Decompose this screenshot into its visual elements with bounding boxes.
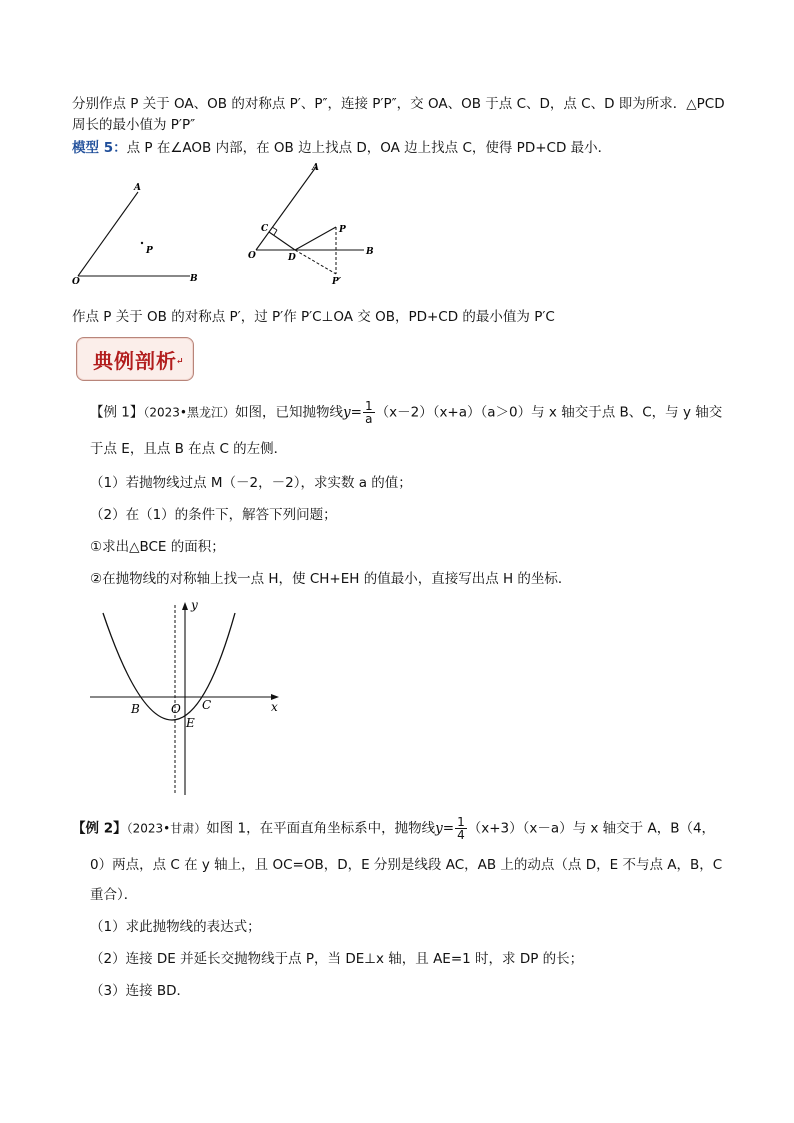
label-p: P bbox=[146, 246, 153, 256]
label-c: C bbox=[202, 698, 212, 712]
label-a: A bbox=[134, 183, 141, 193]
segment-dp2 bbox=[295, 250, 336, 274]
example1-fraction bbox=[363, 400, 375, 425]
example2-fraction bbox=[455, 816, 467, 841]
ray-oa bbox=[256, 167, 316, 250]
example2-y-eq: y= bbox=[435, 820, 455, 837]
example2-line-3: 重合）． bbox=[90, 887, 138, 903]
right-angle-mark bbox=[272, 227, 277, 230]
example1-q2: （2）在（1）的条件下，解答下列问题； bbox=[90, 507, 337, 523]
model5-label: 模型 5： bbox=[72, 140, 127, 156]
example1-formula: （x－2）（x+a）（a＞0）与 x 轴交于点 B、C，与 y 轴交 bbox=[375, 404, 723, 421]
figure-angle-aob bbox=[60, 178, 220, 290]
segment-cd bbox=[269, 232, 295, 250]
fraction-denominator: 4 bbox=[457, 828, 465, 842]
model5-conclusion: 作点 P 关于 OB 的对称点 P′，过 P′作 P′C⊥OA 交 OB，PD+CD 的最小值为 P′C bbox=[72, 309, 555, 325]
label-o: O bbox=[248, 251, 256, 261]
section-badge bbox=[76, 337, 194, 381]
label-b: B bbox=[366, 247, 374, 257]
example1-line-1 bbox=[90, 400, 722, 425]
example1-q2a: ①求出△BCE 的面积； bbox=[90, 539, 225, 555]
model5-statement bbox=[72, 139, 611, 157]
label-c: C bbox=[261, 224, 269, 234]
label-p-prime: P′ bbox=[332, 277, 342, 287]
figure-construction bbox=[242, 160, 392, 290]
badge-title: 典例剖析 bbox=[93, 349, 177, 373]
y-axis-arrow bbox=[182, 602, 188, 610]
example1-source: （2023•黑龙江） bbox=[143, 405, 236, 420]
example1-line-2: 于点 E，且点 B 在点 C 的左侧． bbox=[90, 441, 288, 457]
parabola-curve bbox=[103, 613, 235, 720]
example1-q1: （1）若抛物线过点 M（－2，－2），求实数 a 的值； bbox=[90, 475, 412, 491]
example2-q3: （3）连接 BD． bbox=[90, 983, 191, 999]
example2-line-1 bbox=[72, 816, 715, 841]
fraction-numerator: 1 bbox=[457, 815, 465, 829]
label-o: O bbox=[72, 277, 80, 287]
ray-oa bbox=[78, 192, 138, 276]
model5-text: 点 P 在∠AOB 内部，在 OB 边上找点 D，OA 边上找点 C，使得 PD+CD 最小． bbox=[126, 140, 612, 156]
right-angle-mark-2 bbox=[274, 230, 277, 235]
point-p bbox=[141, 242, 143, 244]
example2-lead: 如图 1，在平面直角坐标系中，抛物线 bbox=[206, 820, 436, 837]
label-a: A bbox=[312, 163, 319, 173]
example2-source: （2023•甘肃） bbox=[126, 821, 207, 836]
example2-q2: （2）连接 DE 并延长交抛物线于点 P，当 DE⊥x 轴，且 AE=1 时，求 DP 的长； bbox=[90, 951, 584, 967]
example2-q1: （1）求此抛物线的表达式； bbox=[90, 919, 261, 935]
intro-line-2: 周长的最小值为 P′P″ bbox=[72, 117, 196, 133]
label-y: y bbox=[191, 598, 198, 612]
paragraph-mark: ↵ bbox=[176, 357, 185, 367]
label-p: P bbox=[339, 225, 346, 235]
fraction-numerator: 1 bbox=[364, 399, 373, 413]
parabola-graph bbox=[85, 597, 290, 799]
segment-dp bbox=[295, 227, 336, 250]
label-b: B bbox=[190, 274, 198, 284]
example1-lead: 如图，已知抛物线 bbox=[235, 404, 344, 421]
example1-tag: 【例 1】 bbox=[90, 404, 144, 421]
label-o: O bbox=[171, 702, 181, 716]
fraction-denominator: a bbox=[365, 412, 373, 426]
example2-tag: 【例 2】 bbox=[72, 820, 127, 837]
label-d: D bbox=[288, 253, 296, 263]
example1-q2b: ②在抛物线的对称轴上找一点 H，使 CH+EH 的值最小，直接写出点 H 的坐标． bbox=[90, 571, 572, 587]
label-e: E bbox=[186, 716, 195, 730]
example1-y-eq: y= bbox=[343, 404, 362, 421]
label-x: x bbox=[271, 700, 278, 714]
example2-formula: （x+3）（x－a）与 x 轴交于 A，B（4， bbox=[467, 820, 716, 837]
label-b: B bbox=[131, 702, 140, 716]
example2-line-2: 0）两点，点 C 在 y 轴上，且 OC=OB，D，E 分别是线段 AC，AB 上的动点（点 D，E 不与点 A，B，C bbox=[90, 857, 723, 873]
intro-line-1: 分别作点 P 关于 OA、OB 的对称点 P′、P″，连接 P′P″，交 OA、OB 于点 C、D，点 C、D 即为所求．△PCD bbox=[72, 96, 725, 112]
